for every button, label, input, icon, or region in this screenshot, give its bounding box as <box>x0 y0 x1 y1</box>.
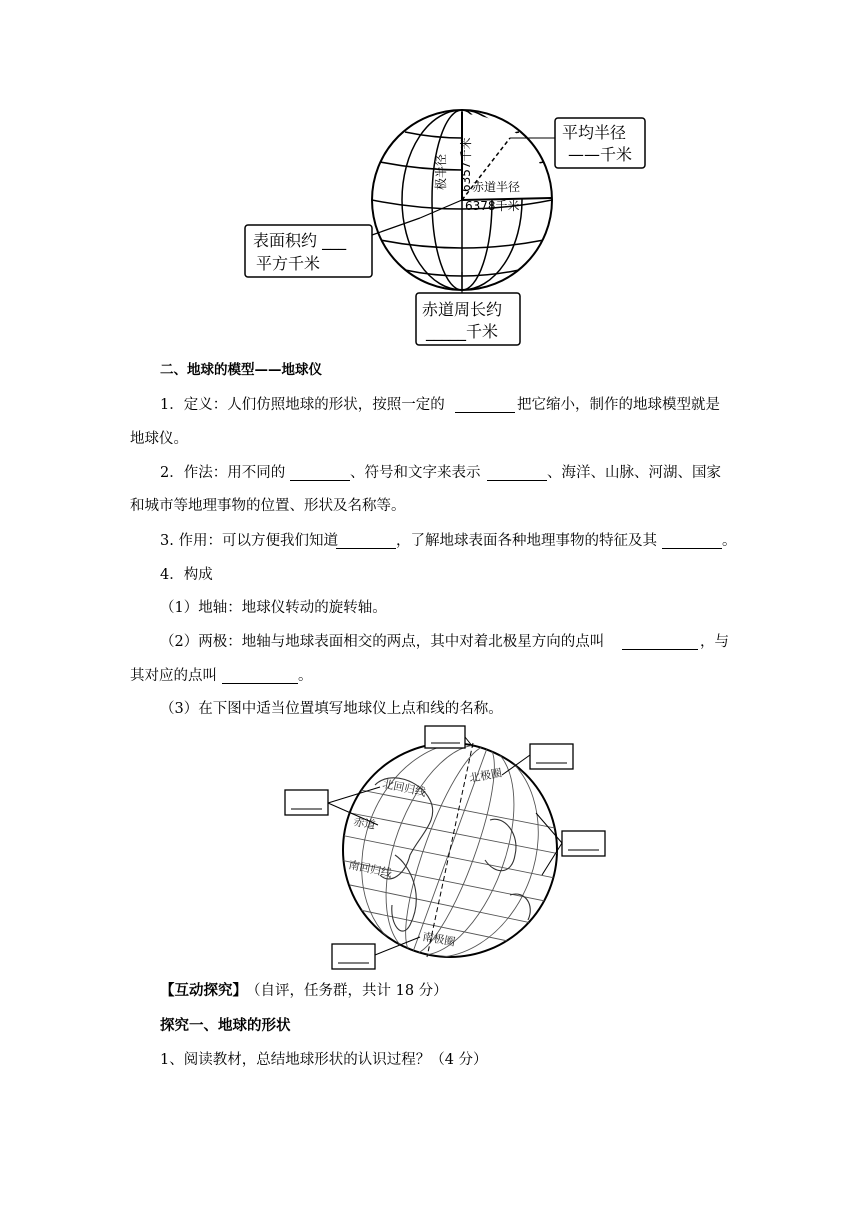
south-pole-blank[interactable] <box>222 668 298 684</box>
function-blank-2[interactable] <box>662 533 722 549</box>
inquiry-title: 【互动探究】 <box>160 982 247 999</box>
section-heading-text: 二、地球的模型——地球仪 <box>160 362 322 378</box>
poles-text-c: 其对应的点叫 <box>130 668 217 684</box>
definition-blank[interactable] <box>455 397 515 413</box>
tropic-capricorn-label: 南回归线 <box>347 858 394 881</box>
answer-box-south[interactable] <box>332 944 375 969</box>
definition-text-c: 地球仪。 <box>130 431 188 447</box>
definition-text-b: 把它缩小，制作的地球模型就是 <box>517 397 720 413</box>
method-text-c: 、海洋、山脉、河湖、国家 <box>547 465 721 481</box>
axis-text: （1）地轴：地球仪转动的旋转轴。 <box>160 600 387 616</box>
method-text-d: 和城市等地理事物的位置、形状及名称等。 <box>130 498 406 514</box>
inquiry-note: （自评，任务群，共计 18 分） <box>246 983 448 999</box>
poles-text-b: ，与 <box>700 634 729 650</box>
function-blank-1[interactable] <box>336 533 396 549</box>
arctic-circle-label: 北极圈 <box>468 766 504 785</box>
function-text-a: 3. 作用：可以方便我们知道 <box>160 533 338 549</box>
surface-area-unit: 平方千米 <box>256 254 321 273</box>
circumference-blank: _____千米 <box>426 322 499 341</box>
answer-box-parallels[interactable] <box>562 831 605 856</box>
tropic-cancer-label: 北回归线 <box>381 777 428 800</box>
equator-label: 赤道 <box>352 815 377 832</box>
north-pole-blank[interactable] <box>622 634 698 650</box>
poles-text-d: 。 <box>298 668 313 684</box>
mean-radius-label: 平均半径 <box>562 123 627 142</box>
answer-box-arctic[interactable] <box>530 744 573 769</box>
surface-area-label: 表面积约 ___ <box>253 231 347 250</box>
method-text-b: 、符号和文字来表示 <box>350 465 481 481</box>
definition-text-a: 1．定义：人们仿照地球的形状，按照一定的 <box>160 397 445 413</box>
equatorial-radius-value: 6378千米 <box>465 199 520 213</box>
answer-box-north-pole[interactable] <box>425 726 465 748</box>
method-blank-2[interactable] <box>487 465 547 481</box>
fill-instruction-text: （3）在下图中适当位置填写地球仪上点和线的名称。 <box>160 701 503 717</box>
function-text-c: 。 <box>722 533 737 549</box>
inquiry-part1-text: 探究一、地球的形状 <box>160 1017 291 1034</box>
question-1-text: 1、阅读教材，总结地球形状的认识过程？（4 分） <box>160 1052 488 1068</box>
globe-lines-figure <box>280 725 610 975</box>
method-blank-1[interactable] <box>290 465 350 481</box>
structure-text: 4．构成 <box>160 567 213 583</box>
mean-radius-blank: ——千米 <box>568 145 633 164</box>
method-text-a: 2．作法：用不同的 <box>160 465 286 481</box>
antarctic-circle-label: 南极圈 <box>421 930 457 949</box>
answer-box-tropic[interactable] <box>285 790 328 815</box>
circumference-label: 赤道周长约 <box>422 300 503 319</box>
earth-dimensions-figure <box>240 100 660 350</box>
function-text-b: ，了解地球表面各种地理事物的特征及其 <box>396 533 657 549</box>
globe-outline <box>372 110 555 290</box>
poles-text-a: （2）两极：地轴与地球表面相交的两点，其中对着北极星方向的点叫 <box>160 634 605 650</box>
polar-radius-value: 6357千米 <box>459 137 473 192</box>
polar-radius-label: 极半径 <box>434 153 448 190</box>
equatorial-radius-label: 赤道半径 <box>472 180 521 194</box>
